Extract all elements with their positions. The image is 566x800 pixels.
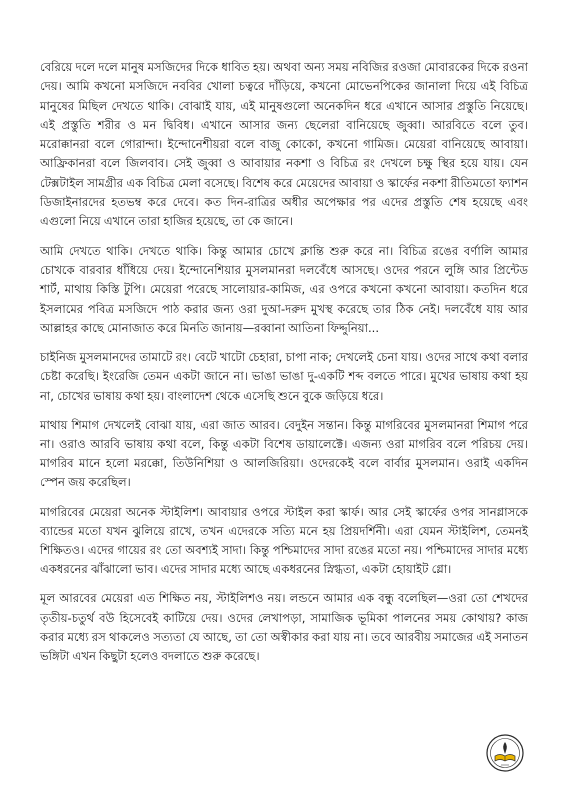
paragraph-4: মাথায় শিমাগ দেখলেই বোঝা যায়, এরা জাত আরব। বেদুইন সন্তান। কিন্তু মাগরিবের মুসলমানরা শিমাগ পরে না। ওরাও আরবি ভাষায় কথা বলে, কিন্তু একটা বিশেষ ডায়ালেক্টে। এজন্য ওরা মাগরিব বলে পরিচয় দেয়। মাগরিব মানে হলো মরক্কো, তিউনিশিয়া ও আলজিরিয়া। ওদেরকেই বলে বার্বার মুসলমান। ওরাই একদিন স্পেন জয় করেছিল। [40,417,528,490]
paragraph-1: বেরিয়ে দলে দলে মানুষ মসজিদের দিকে ধাবিত হয়। অথবা অন্য সময় নবিজির রওজা মোবারকের দিকে রওনা দেয়। আমি কখনো মসজিদে নববির খোলা চত্বরে দাঁড়িয়ে, কখনো মোভেনপিকের জানালা দিয়ে এই বিচিত্র মানুষের মিছিল দেখতে থাকি। বোঝাই যায়, এই মানুষগুলো অনেকদিন ধরে এখানে আসার প্রস্তুতি নিয়েছে। এই প্রস্তুতি শরীর ও মন দ্বিবিধ। এখানে আসার জন্য ছেলেরা বানিয়েছে জুব্বা। আরবিতে বলে তুব। মরোক্কানরা বলে গোরান্দা। ইন্দোনেশীয়রা বলে বাজু কোকো, কখনো গামিজ। মেয়েরা বানিয়েছে আবায়া। আফ্রিকানরা বলে জিলবাব। সেই জুব্বা ও আবায়ার নকশা ও বিচিত্র রং দেখলে চক্ষু স্থির হয়ে যায়। যেন টেক্সটাইল সামগ্রীর এক বিচিত্র মেলা বসেছে। বিশেষ করে মেয়েদের আবায়া ও স্কার্ফের নকশা রীতিমতো ফ্যাশন ডিজাইনারদের হতভম্ব করে দেবে। কত দিন-রাত্রির অধীর অপেক্ষার পর এদের প্রস্তুতি শেষ হয়েছে এবং এগুলো নিয়ে এখানে তারা হাজির হয়েছে, তা কে জানে। [40,60,528,229]
paragraph-6: মূল আরবের মেয়েরা এত শিক্ষিত নয়, স্টাইলিশও নয়। লন্ডনে আমার এক বন্ধু বলেছিল—ওরা তো শেখদের তৃতীয়-চতুর্থ বউ হিসেবেই কাটিয়ে দেয়। ওদের লেখাপড়া, সামাজিক ভূমিকা পালনের সময় কোথায়? কাজ করার মধ্যে রস থাকলেও সত্যতা যে আছে, তা তো অস্বীকার করা যায় না। তবে আরবীয় সমাজের এই সনাতন ভঙ্গিটা এখন কিছুটা হলেও বদলাতে শুরু করেছে। [40,591,528,663]
paragraph-2: আমি দেখতে থাকি। দেখতে থাকি। কিন্তু আমার চোখে ক্লান্তি শুরু করে না। বিচিত্র রঙের বর্ণালি আমার চোখকে বারবার ধাঁধিয়ে দেয়। ইন্দোনেশিয়ার মুসলমানরা দলবেঁধে আসছে। ওদের পরনে লুঙ্গি আর প্রিন্টেড শার্ট, মাথায় কিস্তি টুপি। মেয়েরা পরেছে সালোয়ার-কামিজ, এর ওপরে কখনো কখনো আবায়া। কতদিন ধরে ইসলামের পবিত্র মসজিদে পাঠ করার জন্য ওরা দুআ-দরুদ মুখস্থ করেছে তার ঠিক নেই। দলবেঁধে যায় আর আল্লাহর কাছে মোনাজাত করে মিনতি জানায়—রব্বানা আতিনা ফিদ্দুনিয়া... [40,243,528,335]
document-body [40,58,528,676]
book-quill-logo-icon [480,732,530,774]
paragraph-5: মাগরিবের মেয়েরা অনেক স্টাইলিশ। আবায়ার ওপরে স্টাইল করা স্কার্ফ। আর সেই স্কার্ফের ওপর সানগ্লাসকে ব্যান্ডের মতো যখন ঝুলিয়ে রাখে, তখন এদেরকে সত্যি মনে হয় প্রিয়দর্শিনী। এরা যেমন স্টাইলিশ, তেমনই শিক্ষিতও। এদের গায়ের রং তো অবশ্যই সাদা। কিন্তু পশ্চিমাদের সাদা রঙের মতো নয়। পশ্চিমাদের সাদার মধ্যে একধরনের ঝাঁঝালো ভাব। এদের সাদার মধ্যে আছে একধরনের স্নিগ্ধতা, একটা হোয়াইট গ্লো। [40,504,528,577]
paragraph-3: চাইনিজ মুসলমানদের তামাটে রং। বেটে খাটো চেহারা, চাপা নাক; দেখলেই চেনা যায়। ওদের সাথে কথা বলার চেষ্টা করেছি। ইংরেজি তেমন একটা জানে না। ভাঙা ভাঙা দু-একটি শব্দ বলতে পারে। মুখের ভাষায় কথা হয় না, চোখের ভাষায় কথা হয়। বাংলাদেশ থেকে এসেছি শুনে বুকে জড়িয়ে ধরে। [40,350,528,403]
